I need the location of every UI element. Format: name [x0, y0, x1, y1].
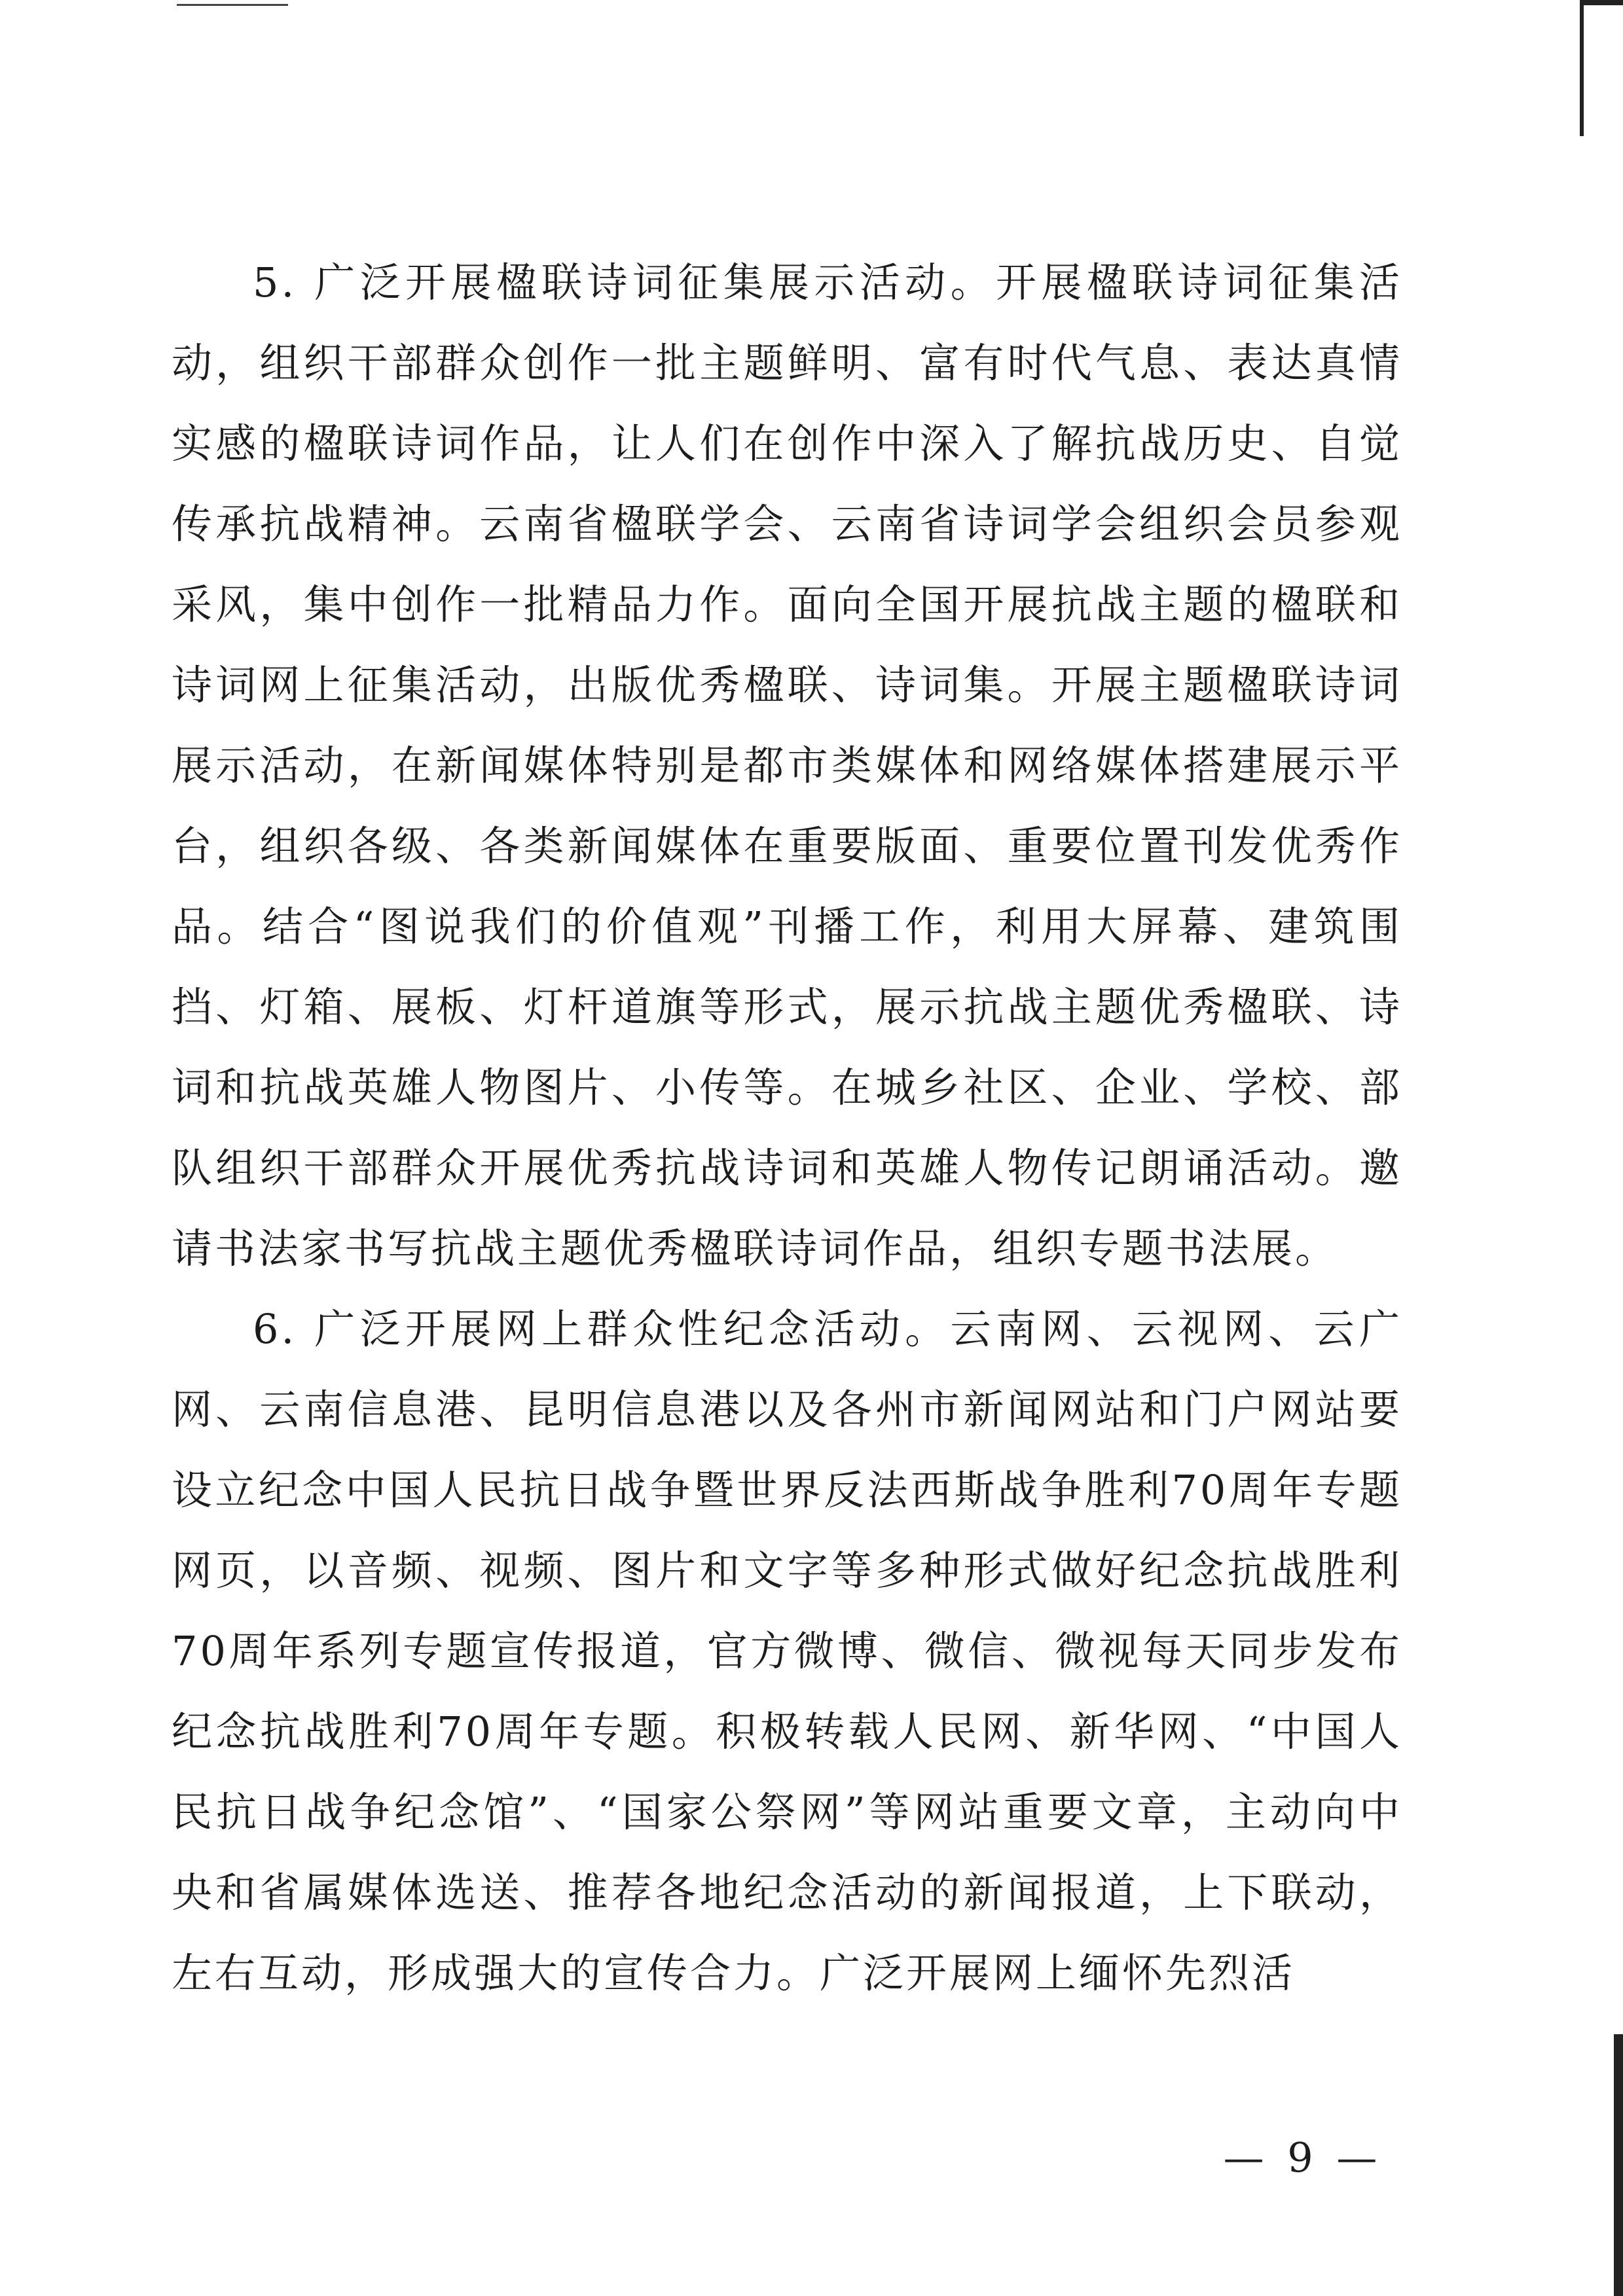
- document-body: [172, 242, 1402, 2013]
- scan-artifact-top: [177, 0, 288, 6]
- paragraph-5: 5. 广泛开展楹联诗词征集展示活动。开展楹联诗词征集活动，组织干部群众创作一批主题鲜明、富有时代气息、表达真情实感的楹联诗词作品，让人们在创作中深入了解抗战历史、自觉传承抗战精神。云南省楹联学会、云南省诗词学会组织会员参观采风，集中创作一批精品力作。面向全国开展抗战主题的楹联和诗词网上征集活动，出版优秀楹联、诗词集。开展主题楹联诗词展示活动，在新闻媒体特别是都市类媒体和网络媒体搭建展示平台，组织各级、各类新闻媒体在重要版面、重要位置刊发优秀作品。结合“图说我们的价值观”刊播工作，利用大屏幕、建筑围挡、灯箱、展板、灯杆道旗等形式，展示抗战主题优秀楹联、诗词和抗战英雄人物图片、小传等。在城乡社区、企业、学校、部队组织干部群众开展优秀抗战诗词和英雄人物传记朗诵活动。邀请书法家书写抗战主题优秀楹联诗词作品，组织专题书法展。: [172, 259, 1402, 1272]
- page-number: — 9 —: [1223, 2134, 1383, 2181]
- paragraph-6: 6. 广泛开展网上群众性纪念活动。云南网、云视网、云广网、云南信息港、昆明信息港以及各州市新闻网站和门户网站要设立纪念中国人民抗日战争暨世界反法西斯战争胜利70周年专题网页，以音频、视频、图片和文字等多种形式做好纪念抗战胜利70周年系列专题宣传报道，官方微博、微信、微视每天同步发布纪念抗战胜利70周年专题。积极转载人民网、新华网、“中国人民抗日战争纪念馆”、“国家公祭网”等网站重要文章，主动向中央和省属媒体选送、推荐各地纪念活动的新闻报道，上下联动，左右互动，形成强大的宣传合力。广泛开展网上缅怀先烈活: [172, 1305, 1402, 1997]
- scan-artifact-edge: [1614, 2034, 1623, 2296]
- scan-artifact-corner: [1580, 0, 1623, 136]
